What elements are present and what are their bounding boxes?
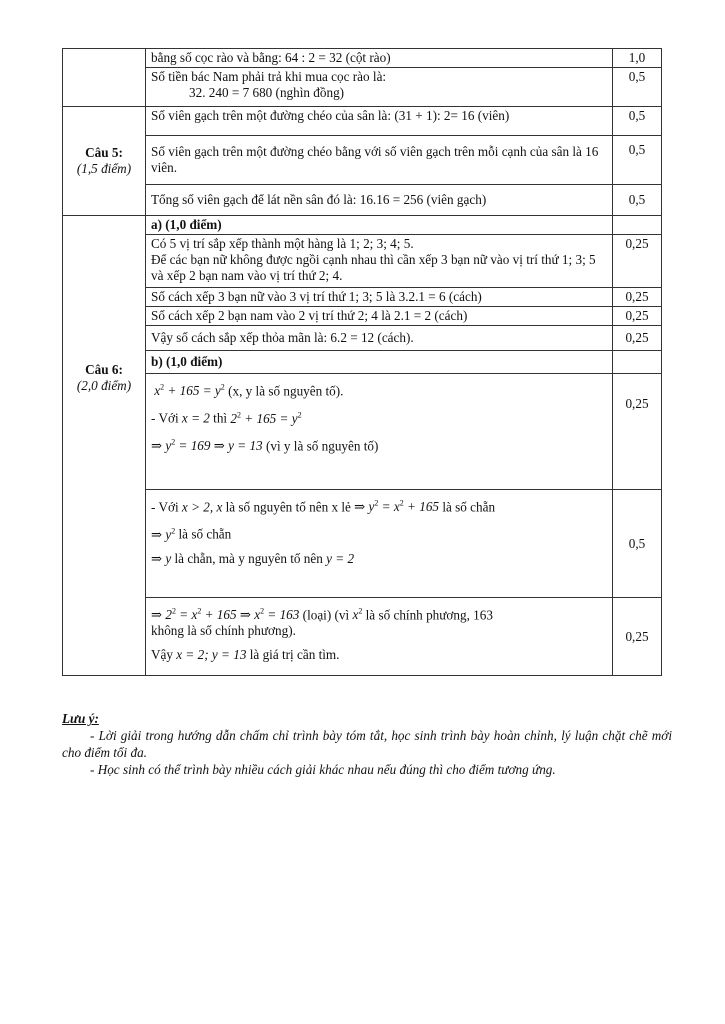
equation: $2^2 + 165 = y^2$ <box>230 410 302 426</box>
table-row <box>63 136 662 185</box>
equation-note: là chẵn, mà y nguyên tố nên <box>174 550 323 566</box>
table-row <box>63 307 662 326</box>
answer-cell <box>146 68 613 107</box>
question-score: (2,0 điểm) <box>76 378 132 393</box>
table-row <box>63 326 662 351</box>
equation: x = 2; y = 13 <box>176 647 247 663</box>
score-cell: 0,25 <box>613 598 662 676</box>
score-cell: 0,5 <box>613 185 662 216</box>
table-row <box>63 598 662 676</box>
conclusion-label: Vậy <box>151 647 173 663</box>
answer-line: Để các bạn nữ không được ngồi cạnh nhau thì cần xếp 3 bạn nữ vào vị trí thứ 1; 3; 5 và xếp 2 bạn nam vào vị trí thứ 2; 4. <box>151 252 596 283</box>
question-score: (1,5 điểm) <box>76 161 132 176</box>
equation-note: là số nguyên tố nên x lẻ <box>225 499 351 515</box>
answer-line: Số tiền bác Nam phải trả khi mua cọc rào là: <box>151 69 387 84</box>
section-heading: b) (1,0 điểm) <box>146 351 613 374</box>
table-row <box>63 288 662 307</box>
question-cell <box>63 216 146 676</box>
score-cell: 0,5 <box>613 136 662 185</box>
score-cell-empty <box>613 351 662 374</box>
equation-line <box>151 407 607 426</box>
equation-note: (x, y là số nguyên tố). <box>228 383 344 399</box>
equation: $x^2 + 165 = y^2$ <box>151 383 225 399</box>
score-cell: 0,25 <box>613 326 662 351</box>
answer-cell <box>146 235 613 288</box>
score-cell: 0,25 <box>613 288 662 307</box>
score-cell: 1,0 <box>613 49 662 68</box>
equation: ⇒ $y^2 = 169$ ⇒ y = 13 <box>151 437 263 454</box>
table-row <box>63 185 662 216</box>
question-cell <box>63 107 146 216</box>
section-heading: a) (1,0 điểm) <box>146 216 613 235</box>
equation-note: là số chính phương, 163 <box>365 607 493 623</box>
equation-line <box>151 435 607 454</box>
equation-line <box>151 604 607 623</box>
equation: y = 2 <box>326 550 355 566</box>
table-row <box>63 216 662 235</box>
equation-note: (vì y là số nguyên tố) <box>265 438 379 454</box>
table-row <box>63 68 662 107</box>
answer-cell: Số viên gạch trên một đường chéo bằng với số viên gạch trên mỗi cạnh của sân là 16 viên. <box>146 136 613 185</box>
equation: ⇒ $2^2 = x^2 + 165$ ⇒ $x^2 = 163$ <box>151 607 300 623</box>
equation-note: là giá trị cần tìm. <box>249 647 340 663</box>
note-title: Lưu ý: <box>62 711 99 726</box>
equation-note: (loại) (vì <box>302 607 350 623</box>
table-row <box>63 351 662 374</box>
answer-line: Có 5 vị trí sắp xếp thành một hàng là 1; 2; 3; 4; 5. <box>151 236 414 251</box>
table-row <box>63 107 662 136</box>
answer-cell: Số cách xếp 2 bạn nam vào 2 vị trí thứ 2; 4 là 2.1 = 2 (cách) <box>146 307 613 326</box>
equation-line <box>151 496 607 515</box>
equation-line <box>151 523 607 542</box>
equation-line <box>151 551 607 567</box>
answer-cell <box>146 374 613 490</box>
equation: ⇒ $y^2 = x^2 + 165$ <box>354 499 440 515</box>
equation-line <box>151 647 607 663</box>
answer-cell <box>146 598 613 676</box>
answer-cell: bằng số cọc rào và bằng: 64 : 2 = 32 (cột rào) <box>146 49 613 68</box>
answer-line: 32. 240 = 7 680 (nghìn đồng) <box>189 85 345 100</box>
score-cell: 0,5 <box>613 490 662 598</box>
note-paragraph: - Lời giải trong hướng dẫn chấm chỉ trình bày tóm tắt, học sinh trình bày hoàn chỉnh, lý luận chặt chẽ mới cho điểm tối đa. <box>62 728 672 760</box>
score-cell: 0,25 <box>613 374 662 490</box>
equation: x > 2, x <box>181 499 223 515</box>
table-row <box>63 235 662 288</box>
question-cell-empty <box>63 49 146 107</box>
equation-line: không là số chính phương). <box>151 623 296 639</box>
equation: ⇒ y <box>151 550 172 566</box>
answer-cell: Tổng số viên gạch để lát nền sân đó là: 16.16 = 256 (viên gạch) <box>146 185 613 216</box>
case-label: - Với <box>151 410 179 426</box>
answer-cell: Số cách xếp 3 bạn nữ vào 3 vị trí thứ 1; 3; 5 là 3.2.1 = 6 (cách) <box>146 288 613 307</box>
note-section <box>62 710 672 778</box>
answer-cell: Vậy số cách sắp xếp thỏa mãn là: 6.2 = 12 (cách). <box>146 326 613 351</box>
equation: ⇒ $y^2$ <box>151 526 176 542</box>
equation: x = 2 <box>181 410 210 426</box>
table-row <box>63 490 662 598</box>
equation-line <box>151 380 607 399</box>
score-cell: 0,25 <box>613 235 662 288</box>
answer-cell <box>146 490 613 598</box>
case-label: - Với <box>151 499 179 515</box>
note-paragraph: - Học sinh có thể trình bày nhiều cách giải khác nhau nếu đúng thì cho điểm tương ứng. <box>90 762 556 777</box>
grading-table <box>62 48 662 676</box>
score-cell: 0,25 <box>613 307 662 326</box>
case-word: thì <box>213 410 228 426</box>
table-row <box>63 374 662 490</box>
score-cell: 0,5 <box>613 68 662 107</box>
question-label: Câu 6: <box>85 362 123 377</box>
table-row <box>63 49 662 68</box>
score-cell-empty <box>613 216 662 235</box>
score-cell: 0,5 <box>613 107 662 136</box>
question-label: Câu 5: <box>85 145 123 160</box>
equation: $x^2$ <box>352 607 363 623</box>
answer-cell: Số viên gạch trên một đường chéo của sân là: (31 + 1): 2= 16 (viên) <box>146 107 613 136</box>
equation-note: là số chẵn <box>442 499 496 515</box>
equation-note: là số chẵn <box>178 526 232 542</box>
